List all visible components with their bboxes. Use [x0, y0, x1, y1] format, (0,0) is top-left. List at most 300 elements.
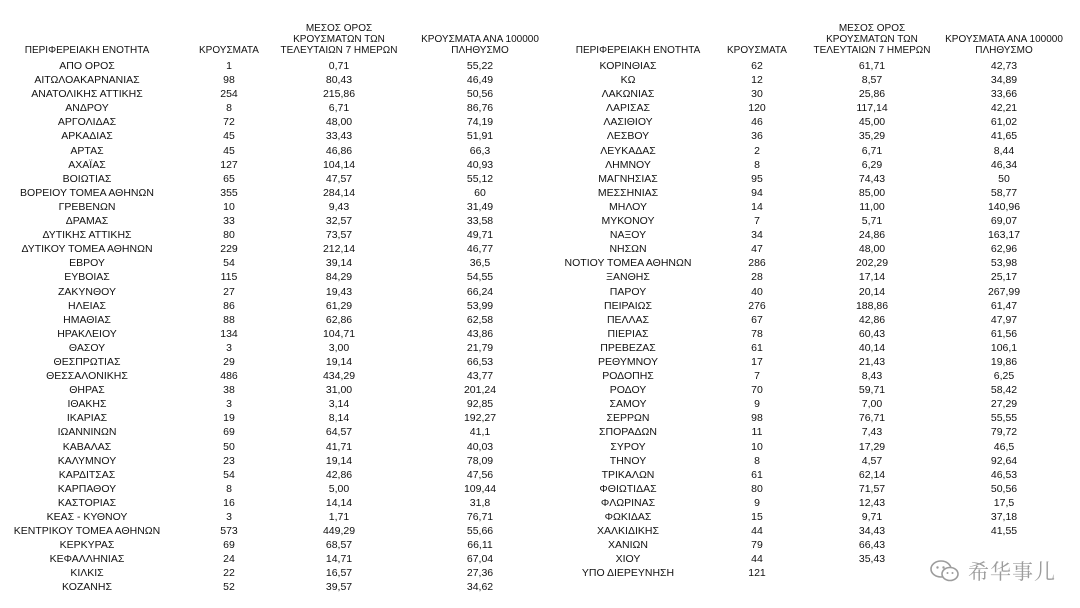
cell-region: ΧΙΟΥ [615, 553, 641, 566]
cell-per100k: 55,22 [466, 60, 494, 72]
cell-region: ΞΑΝΘΗΣ [606, 271, 650, 284]
cell-avg7: 284,14 [322, 186, 356, 199]
cell-per100k: 58,42 [990, 384, 1018, 397]
cell-per100k: 92,64 [990, 454, 1018, 467]
cell-cases: 254 [220, 88, 238, 101]
cell-region: ΛΕΥΚΑΔΑΣ [600, 144, 656, 157]
cell-region: ΧΑΝΙΩΝ [608, 539, 648, 552]
cell-cases: 28 [751, 271, 763, 284]
cell-region: ΚΑΡΔΙΤΣΑΣ [58, 468, 116, 481]
cell-region: ΑΡΓΟΛΙΔΑΣ [57, 116, 117, 129]
cell-cases: 70 [751, 384, 763, 397]
cell-per100k: 46,53 [990, 468, 1018, 481]
watermark [930, 556, 1056, 586]
cell-avg7: 7,43 [861, 426, 883, 439]
cell-region: ΚΙΛΚΙΣ [70, 567, 104, 580]
cell-avg7: 60,43 [858, 327, 886, 340]
cell-avg7: 21,43 [858, 355, 886, 368]
cell-region: ΡΟΔΟΠΗΣ [602, 370, 654, 383]
cell-cases: 134 [220, 327, 238, 340]
cell-region: ΘΕΣΣΑΛΟΝΙΚΗΣ [46, 370, 128, 383]
cell-cases: 8 [226, 102, 232, 115]
cell-per100k: 163,17 [987, 229, 1021, 242]
cell-avg7: 35,29 [858, 130, 886, 143]
cell-per100k: 36,5 [469, 257, 491, 270]
cell-region: ΛΗΜΝΟΥ [605, 158, 651, 171]
header-region: ΠΕΡΙΦΕΡΕΙΑΚΗ ΕΝΟΤΗΤΑ [575, 45, 701, 56]
cell-region: ΠΡΕΒΕΖΑΣ [600, 341, 656, 354]
cell-cases: 3 [226, 511, 232, 523]
cell-region: ΗΜΑΘΙΑΣ [63, 313, 111, 326]
cell-per100k: 33,66 [990, 88, 1018, 101]
cell-avg7: 66,43 [858, 539, 886, 552]
cell-avg7: 0,71 [328, 60, 350, 72]
cell-avg7: 19,43 [325, 285, 353, 298]
cell-avg7: 33,43 [325, 130, 353, 143]
cell-avg7: 7,00 [861, 398, 883, 411]
cell-avg7: 8,43 [861, 370, 883, 383]
cell-per100k: 66,11 [467, 539, 493, 552]
cell-region: ΔΥΤΙΚΟΥ ΤΟΜΕΑ ΑΘΗΝΩΝ [21, 243, 153, 256]
cell-per100k: 46,5 [993, 440, 1015, 453]
cell-region: ΝΑΞΟΥ [609, 229, 647, 242]
cell-region: ΧΑΛΚΙΔΙΚΗΣ [597, 525, 659, 538]
cell-region: ΥΠΟ ΔΙΕΡΕΥΝΗΣΗ [581, 567, 675, 580]
cell-cases: 45 [223, 130, 235, 143]
cell-per100k: 21,79 [466, 341, 494, 354]
cell-region: ΑΧΑΪΑΣ [68, 158, 106, 171]
cell-avg7: 39,57 [325, 581, 353, 594]
cell-cases: 10 [751, 440, 763, 453]
cell-avg7: 59,71 [858, 384, 886, 397]
cell-avg7: 32,57 [325, 215, 353, 228]
cell-per100k: 109,44 [463, 482, 497, 495]
cell-per100k: 267,99 [987, 285, 1021, 298]
cell-region: ΤΡΙΚΑΛΩΝ [601, 468, 655, 481]
cell-per100k: 92,85 [466, 398, 494, 411]
cell-cases: 15 [751, 511, 763, 523]
cell-cases: 80 [751, 482, 763, 495]
cell-per100k: 17,5 [993, 496, 1015, 509]
cell-region: ΚΟΖΑΝΗΣ [62, 581, 112, 594]
cell-region: ΘΗΡΑΣ [69, 384, 105, 397]
cell-avg7: 6,29 [861, 158, 883, 171]
cell-region: ΣΥΡΟΥ [610, 440, 646, 453]
cell-per100k: 19,86 [990, 355, 1018, 368]
cell-avg7: 47,57 [325, 172, 353, 185]
cell-region: ΜΗΛΟΥ [609, 200, 647, 213]
cell-cases: 121 [748, 567, 766, 580]
cell-region: ΚΑΡΠΑΘΟΥ [57, 482, 117, 495]
cell-avg7: 16,57 [325, 567, 353, 580]
cell-region: ΗΡΑΚΛΕΙΟΥ [57, 327, 117, 340]
cell-avg7: 17,29 [858, 440, 886, 453]
cell-region: ΛΑΣΙΘΙΟΥ [603, 116, 653, 129]
cell-avg7: 39,14 [325, 257, 353, 270]
cell-per100k: 66,24 [466, 285, 494, 298]
cell-avg7: 8,14 [328, 412, 350, 425]
cell-region: ΡΕΘΥΜΝΟΥ [597, 355, 658, 368]
cell-per100k: 40,93 [466, 158, 494, 171]
cell-per100k: 86,76 [466, 102, 494, 115]
cell-avg7: 48,00 [858, 243, 886, 256]
cell-per100k: 192,27 [463, 412, 497, 425]
cell-cases: 14 [751, 200, 763, 213]
cell-cases: 86 [223, 299, 235, 312]
cell-per100k: 79,72 [990, 426, 1018, 439]
cell-cases: 23 [223, 454, 235, 467]
cell-per100k: 66,3 [469, 144, 491, 157]
cell-cases: 3 [226, 341, 232, 354]
cell-cases: 12 [751, 74, 763, 87]
cell-cases: 45 [223, 144, 235, 157]
cell-region: ΙΚΑΡΙΑΣ [66, 412, 108, 425]
cell-cases: 3 [226, 398, 232, 411]
cell-region: ΡΟΔΟΥ [609, 384, 647, 397]
cell-cases: 9 [754, 398, 760, 411]
cell-avg7: 434,29 [322, 370, 356, 383]
cell-avg7: 64,57 [325, 426, 353, 439]
cell-per100k: 66,53 [466, 355, 494, 368]
cell-region: ΘΑΣΟΥ [68, 341, 106, 354]
cell-avg7: 71,57 [858, 482, 886, 495]
cell-region: ΕΒΡΟΥ [69, 257, 105, 270]
cell-avg7: 17,14 [858, 271, 886, 284]
cell-per100k: 62,96 [990, 243, 1018, 256]
cell-avg7: 19,14 [325, 355, 353, 368]
cell-region: ΚΕΡΚΥΡΑΣ [59, 539, 115, 552]
cell-region: ΜΥΚΟΝΟΥ [601, 215, 655, 228]
cell-region: ΕΥΒΟΙΑΣ [64, 271, 110, 284]
cell-avg7: 74,43 [858, 172, 886, 185]
cell-region: ΛΑΡΙΣΑΣ [606, 102, 650, 115]
cell-cases: 1 [226, 60, 232, 72]
cell-avg7: 6,71 [861, 144, 883, 157]
cell-cases: 127 [220, 158, 238, 171]
cell-per100k: 46,77 [466, 243, 494, 256]
cell-cases: 79 [751, 539, 763, 552]
cell-region: ΚΕΝΤΡΙΚΟΥ ΤΟΜΕΑ ΑΘΗΝΩΝ [13, 525, 161, 538]
cell-region: ΠΕΙΡΑΙΩΣ [604, 299, 652, 312]
cell-per100k: 41,1 [469, 426, 491, 439]
cell-region: ΗΛΕΙΑΣ [67, 299, 106, 312]
cell-cases: 33 [223, 215, 235, 228]
cell-cases: 95 [751, 172, 763, 185]
cell-avg7: 42,86 [325, 468, 353, 481]
cell-avg7: 3,00 [328, 341, 350, 354]
cell-cases: 229 [220, 243, 238, 256]
header-per100k: ΚΡΟΥΣΜΑΤΑ ΑΝΑ 100000 ΠΛΗΘΥΣΜΟ [945, 34, 1063, 56]
cell-avg7: 76,71 [858, 412, 886, 425]
cell-cases: 8 [754, 454, 760, 467]
cell-region: ΝΗΣΩΝ [609, 243, 647, 256]
cell-avg7: 42,86 [858, 313, 886, 326]
cell-region: ΑΝΑΤΟΛΙΚΗΣ ΑΤΤΙΚΗΣ [31, 88, 143, 101]
cell-region: ΜΑΓΝΗΣΙΑΣ [598, 172, 658, 185]
cell-per100k: 41,55 [990, 525, 1018, 538]
cell-per100k: 47,97 [990, 313, 1018, 326]
cell-cases: 355 [220, 186, 238, 199]
cell-per100k: 50,56 [990, 482, 1018, 495]
cell-avg7: 449,29 [322, 525, 356, 538]
cell-cases: 17 [751, 355, 763, 368]
cell-region: ΔΥΤΙΚΗΣ ΑΤΤΙΚΗΣ [42, 229, 132, 242]
cell-avg7: 84,29 [325, 271, 353, 284]
cell-cases: 88 [223, 313, 235, 326]
cell-region: ΛΑΚΩΝΙΑΣ [601, 88, 655, 101]
cell-per100k: 53,99 [466, 299, 494, 312]
cell-per100k: 69,07 [990, 215, 1018, 228]
cell-per100k: 46,49 [466, 74, 494, 87]
cell-per100k: 61,47 [990, 299, 1018, 312]
cell-region: ΑΙΤΩΛΟΑΚΑΡΝΑΝΙΑΣ [34, 74, 140, 87]
cell-avg7: 104,71 [322, 327, 356, 340]
cell-avg7: 12,43 [858, 496, 886, 509]
cell-cases: 38 [223, 384, 235, 397]
cell-per100k: 54,55 [466, 271, 494, 284]
cell-region: ΘΕΣΠΡΩΤΙΑΣ [53, 355, 121, 368]
cell-cases: 115 [220, 271, 238, 284]
cell-cases: 7 [754, 215, 760, 228]
wechat-icon [930, 559, 960, 583]
cell-per100k: 43,86 [466, 327, 494, 340]
cell-region: ΚΟΡΙΝΘΙΑΣ [599, 60, 657, 72]
cell-cases: 24 [223, 553, 235, 566]
cell-cases: 80 [223, 229, 235, 242]
cell-cases: 54 [223, 257, 235, 270]
cell-per100k: 27,29 [990, 398, 1018, 411]
cell-avg7: 40,14 [858, 341, 886, 354]
cell-per100k: 33,58 [466, 215, 494, 228]
cell-cases: 94 [751, 186, 763, 199]
cell-per100k: 201,24 [463, 384, 497, 397]
cell-avg7: 212,14 [322, 243, 356, 256]
cell-avg7: 14,71 [325, 553, 353, 566]
cell-cases: 62 [751, 60, 763, 72]
cell-per100k: 58,77 [990, 186, 1018, 199]
cell-region: ΚΑΒΑΛΑΣ [62, 440, 112, 453]
cell-avg7: 68,57 [325, 539, 353, 552]
cell-cases: 19 [223, 412, 235, 425]
cell-region: ΚΑΣΤΟΡΙΑΣ [57, 496, 117, 509]
cell-avg7: 11,00 [859, 200, 885, 213]
header-avg7: ΜΕΣΟΣ ΟΡΟΣ ΚΡΟΥΣΜΑΤΩΝ ΤΩΝ ΤΕΛΕΥΤΑΙΩΝ 7 ΗΜΕΡΩΝ [813, 23, 931, 56]
cell-region: ΠΙΕΡΙΑΣ [607, 327, 649, 340]
header-avg7: ΜΕΣΟΣ ΟΡΟΣ ΚΡΟΥΣΜΑΤΩΝ ΤΩΝ ΤΕΛΕΥΤΑΙΩΝ 7 ΗΜΕΡΩΝ [280, 23, 398, 56]
cell-avg7: 80,43 [325, 74, 353, 87]
cell-avg7: 14,14 [325, 496, 353, 509]
cell-avg7: 46,86 [325, 144, 353, 157]
cell-region: ΖΑΚΥΝΘΟΥ [57, 285, 116, 298]
cell-cases: 30 [751, 88, 763, 101]
cell-cases: 67 [751, 313, 763, 326]
cell-avg7: 24,86 [858, 229, 886, 242]
cell-cases: 50 [223, 440, 235, 453]
cell-cases: 65 [223, 172, 235, 185]
cell-avg7: 9,43 [328, 200, 350, 213]
cell-avg7: 61,71 [858, 60, 886, 72]
cell-per100k: 61,02 [990, 116, 1018, 129]
cell-cases: 46 [751, 116, 763, 129]
cell-region: ΚΕΦΑΛΛΗΝΙΑΣ [49, 553, 125, 566]
cell-cases: 10 [223, 200, 235, 213]
cell-cases: 98 [751, 412, 763, 425]
cell-cases: 44 [751, 553, 763, 566]
cell-cases: 69 [223, 426, 235, 439]
cell-cases: 573 [220, 525, 238, 538]
cell-per100k: 55,66 [466, 525, 494, 538]
cell-per100k: 67,04 [466, 553, 494, 566]
cell-cases: 486 [220, 370, 238, 383]
header-cases: ΚΡΟΥΣΜΑΤΑ [727, 45, 787, 56]
cell-cases: 16 [223, 496, 235, 509]
cell-region: ΜΕΣΣΗΝΙΑΣ [597, 186, 659, 199]
cell-avg7: 34,43 [858, 525, 886, 538]
cell-per100k: 60 [474, 186, 486, 199]
cell-per100k: 49,71 [466, 229, 494, 242]
cell-per100k: 47,56 [466, 468, 494, 481]
cell-region: ΝΟΤΙΟΥ ΤΟΜΕΑ ΑΘΗΝΩΝ [564, 257, 692, 270]
header-cases: ΚΡΟΥΣΜΑΤΑ [199, 45, 259, 56]
cell-per100k: 55,55 [990, 412, 1018, 425]
cell-per100k: 53,98 [990, 257, 1018, 270]
cell-avg7: 19,14 [325, 454, 353, 467]
cell-avg7: 5,00 [328, 482, 350, 495]
cell-per100k: 42,73 [990, 60, 1018, 72]
cell-per100k: 50 [998, 172, 1010, 185]
cell-cases: 52 [223, 581, 235, 594]
cell-per100k: 140,96 [987, 200, 1021, 213]
cell-per100k: 40,03 [466, 440, 494, 453]
cell-per100k: 78,09 [466, 454, 494, 467]
cell-avg7: 117,14 [856, 102, 888, 115]
cell-cases: 44 [751, 525, 763, 538]
cell-region: ΚΑΛΥΜΝΟΥ [57, 454, 117, 467]
cell-avg7: 31,00 [325, 384, 353, 397]
cell-avg7: 62,86 [325, 313, 353, 326]
cell-avg7: 1,71 [328, 511, 350, 523]
cell-region: ΦΘΙΩΤΙΔΑΣ [599, 482, 657, 495]
cell-per100k: 46,34 [990, 158, 1018, 171]
cell-per100k: 8,44 [993, 144, 1015, 157]
cell-per100k: 43,77 [466, 370, 494, 383]
cell-avg7: 3,14 [328, 398, 350, 411]
cell-cases: 22 [223, 567, 235, 580]
cell-avg7: 85,00 [858, 186, 886, 199]
cell-region: ΓΡΕΒΕΝΩΝ [58, 200, 116, 213]
cell-region: ΛΕΣΒΟΥ [606, 130, 650, 143]
cell-cases: 27 [223, 285, 235, 298]
cell-avg7: 4,57 [861, 454, 883, 467]
cell-per100k: 34,62 [466, 581, 494, 594]
cell-region: ΠΕΛΛΑΣ [606, 313, 650, 326]
cell-region: ΙΘΑΚΗΣ [67, 398, 107, 411]
cell-cases: 69 [223, 539, 235, 552]
cell-avg7: 25,86 [858, 88, 886, 101]
cell-avg7: 202,29 [855, 257, 889, 270]
cell-avg7: 5,71 [861, 215, 883, 228]
cell-cases: 7 [754, 370, 760, 383]
cell-avg7: 35,43 [858, 553, 886, 566]
cell-avg7: 104,14 [322, 158, 356, 171]
cell-per100k: 74,19 [466, 116, 494, 129]
cell-region: ΑΡΚΑΔΙΑΣ [61, 130, 113, 143]
cell-region: ΑΠΟ ΟΡΟΣ [59, 60, 115, 72]
watermark-text: 希华事儿 [968, 560, 1056, 584]
cell-avg7: 6,71 [328, 102, 350, 115]
cell-avg7: 20,14 [858, 285, 886, 298]
cell-cases: 78 [751, 327, 763, 340]
cell-per100k: 61,56 [990, 327, 1018, 340]
cell-per100k: 6,25 [993, 370, 1015, 383]
cell-per100k: 76,71 [466, 511, 494, 523]
cell-avg7: 73,57 [325, 229, 353, 242]
cell-cases: 36 [751, 130, 763, 143]
cell-per100k: 42,21 [990, 102, 1018, 115]
cell-region: ΠΑΡΟΥ [609, 285, 647, 298]
cell-cases: 54 [223, 468, 235, 481]
cell-region: ΣΕΡΡΩΝ [606, 412, 650, 425]
cell-cases: 120 [748, 102, 766, 115]
header-per100k: ΚΡΟΥΣΜΑΤΑ ΑΝΑ 100000 ΠΛΗΘΥΣΜΟ [421, 34, 539, 56]
cell-cases: 286 [748, 257, 766, 270]
cell-cases: 9 [754, 496, 760, 509]
cell-per100k: 37,18 [990, 511, 1018, 523]
cell-avg7: 188,86 [855, 299, 889, 312]
cell-cases: 8 [754, 158, 760, 171]
cell-avg7: 62,14 [858, 468, 886, 481]
cell-per100k: 25,17 [990, 271, 1018, 284]
cell-cases: 2 [754, 144, 760, 157]
cell-region: ΙΩΑΝΝΙΝΩΝ [57, 426, 117, 439]
cell-avg7: 9,71 [861, 511, 883, 523]
cell-cases: 11 [751, 426, 763, 439]
cell-region: ΚΕΑΣ - ΚΥΘΝΟΥ [46, 511, 128, 523]
cell-cases: 98 [223, 74, 235, 87]
cell-per100k: 34,89 [990, 74, 1018, 87]
cell-cases: 34 [751, 229, 763, 242]
cell-cases: 40 [751, 285, 763, 298]
cell-cases: 72 [223, 116, 235, 129]
cell-cases: 61 [751, 468, 763, 481]
cell-cases: 61 [751, 341, 763, 354]
cell-region: ΦΛΩΡΙΝΑΣ [600, 496, 656, 509]
cell-avg7: 45,00 [858, 116, 886, 129]
cell-avg7: 61,29 [325, 299, 353, 312]
cell-per100k: 31,8 [469, 496, 491, 509]
cell-region: ΒΟΡΕΙΟΥ ΤΟΜΕΑ ΑΘΗΝΩΝ [20, 186, 154, 199]
cell-per100k: 27,36 [466, 567, 494, 580]
cell-avg7: 8,57 [861, 74, 883, 87]
cell-region: ΒΟΙΩΤΙΑΣ [62, 172, 112, 185]
cell-avg7: 215,86 [322, 88, 356, 101]
header-region: ΠΕΡΙΦΕΡΕΙΑΚΗ ΕΝΟΤΗΤΑ [24, 45, 150, 56]
cell-per100k: 106,1 [990, 341, 1018, 354]
cell-cases: 29 [223, 355, 235, 368]
cell-region: ΔΡΑΜΑΣ [65, 215, 109, 228]
cell-avg7: 41,71 [325, 440, 353, 453]
cell-region: ΣΠΟΡΑΔΩΝ [599, 426, 657, 439]
cell-per100k: 55,12 [466, 172, 494, 185]
cell-per100k: 51,91 [466, 130, 494, 143]
cell-region: ΚΩ [620, 74, 636, 87]
cell-per100k: 50,56 [466, 88, 494, 101]
cell-per100k: 62,58 [466, 313, 494, 326]
cell-region: ΤΗΝΟΥ [609, 454, 647, 467]
cell-cases: 276 [748, 299, 766, 312]
cell-region: ΑΡΤΑΣ [70, 144, 104, 157]
cell-region: ΦΩΚΙΔΑΣ [604, 511, 652, 523]
